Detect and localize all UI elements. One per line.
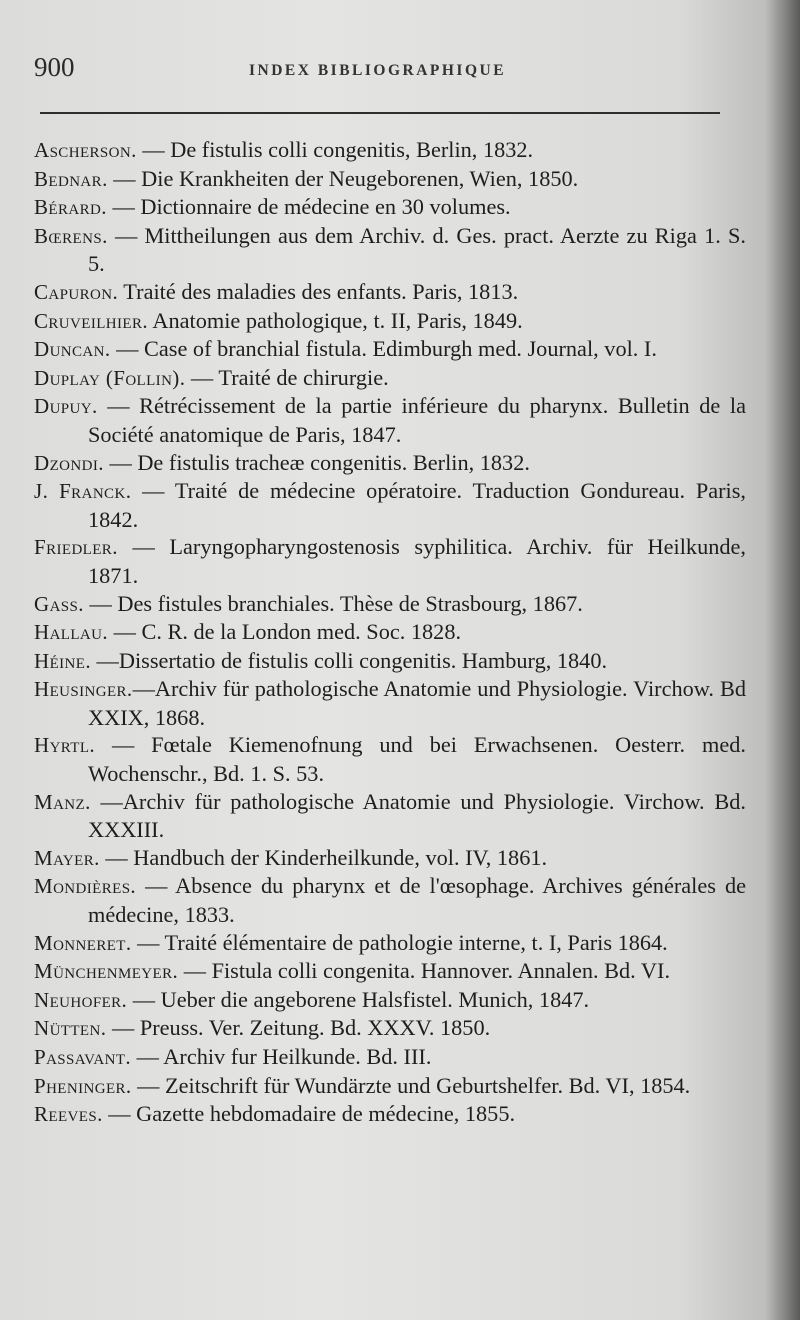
bibliography-entry	[34, 844, 746, 873]
bibliography-entry	[34, 731, 746, 787]
bibliography-entry	[34, 788, 746, 844]
entry-text: — Traité de chirurgie.	[185, 364, 389, 390]
entry-author: Duplay (Follin).	[34, 365, 186, 390]
entry-text: — Des fistules branchiales. Thèse de Strasbourg, 1867.	[83, 590, 583, 616]
entry-author: Bérard.	[34, 195, 107, 220]
entry-text: —Archiv für pathologische Anatomie und Physiologie. Virchow. Bd XXIX, 1868.	[88, 676, 746, 730]
bibliography-entry	[34, 929, 746, 958]
bibliography-entry	[34, 193, 746, 222]
bibliography-entry	[34, 449, 746, 478]
bibliography-entry	[34, 675, 746, 731]
entry-author: Duncan.	[34, 337, 111, 362]
bibliography-entry	[34, 1014, 746, 1043]
entry-text: — Laryngopharyngostenosis syphilitica. Archiv. für Heilkunde, 1871.	[88, 534, 746, 588]
entry-author: Monneret.	[34, 930, 132, 955]
entry-author: Dupuy.	[34, 394, 98, 419]
entry-text: — Rétrécissement de la partie inférieure du pharynx. Bulletin de la Société anatomique de Paris, 1847.	[88, 393, 746, 447]
entry-author: Capuron.	[34, 279, 119, 304]
bibliography-entry	[34, 165, 746, 194]
entry-author: Friedler.	[34, 535, 118, 560]
entry-author: Heusinger.	[34, 677, 133, 702]
entry-author: Dzondi.	[34, 450, 104, 475]
bibliography-entry	[34, 335, 746, 364]
entry-author: J. Franck.	[34, 479, 132, 504]
bibliography-entry	[34, 477, 746, 533]
bibliography-entry	[34, 1043, 746, 1072]
bibliography-entry	[34, 986, 746, 1015]
entry-author: Gass.	[34, 591, 84, 616]
bibliography-entry	[34, 1100, 746, 1129]
header-rule	[40, 112, 720, 114]
bibliography-entry	[34, 364, 746, 393]
entry-text: —Dissertatio de fistulis colli congenitis. Hamburg, 1840.	[90, 647, 608, 673]
entry-text: — Fistula colli congenita. Hannover. Annalen. Bd. VI.	[178, 958, 671, 984]
entry-text: — Dictionnaire de médecine en 30 volumes.	[106, 194, 511, 220]
entry-author: Bednar.	[34, 166, 108, 191]
entry-text: — Absence du pharynx et de l'œsophage. Archives générales de médecine, 1833.	[88, 873, 746, 928]
entry-author: Hyrtl.	[34, 733, 96, 758]
entry-text: — Preuss. Ver. Zeitung. Bd. XXXV. 1850.	[106, 1015, 491, 1041]
page-number: 900	[34, 52, 75, 82]
entry-text: — Case of branchial fistula. Edimburgh med. Journal, vol. I.	[110, 336, 657, 362]
entry-text: — Mittheilungen aus dem Archiv. d. Ges. pract. Aerzte zu Riga 1. S. 5.	[88, 222, 746, 277]
entry-text: — Traité de médecine opératoire. Traduction Gondureau. Paris, 1842.	[88, 478, 746, 532]
entry-text: — Traité élémentaire de pathologie interne, t. I, Paris 1864.	[131, 929, 668, 955]
bibliography-entry	[34, 278, 746, 307]
entry-author: Pheninger.	[34, 1073, 132, 1098]
bibliography-entry	[34, 307, 746, 336]
entry-author: Reeves.	[34, 1102, 103, 1127]
entry-author: Hallau.	[34, 620, 109, 645]
entry-author: Neuhofer.	[34, 987, 128, 1012]
bibliography-list	[34, 136, 746, 1129]
bibliography-entry	[34, 957, 746, 986]
entry-text: — Fœtale Kiemenofnung und bei Erwachsenen. Oesterr. med. Wochenschr., Bd. 1. S. 53.	[88, 732, 746, 787]
entry-text: — De fistulis tracheæ congenitis. Berlin, 1832.	[103, 449, 530, 475]
entry-author: Mayer.	[34, 845, 100, 870]
page-header	[34, 52, 724, 92]
bibliography-entry	[34, 872, 746, 928]
entry-text: — Handbuch der Kinderheilkunde, vol. IV, 1861.	[99, 844, 548, 870]
entry-text: —Archiv für pathologische Anatomie und Physiologie. Virchow. Bd. XXXIII.	[88, 788, 746, 843]
entry-text: — Gazette hebdomadaire de médecine, 1855.	[102, 1101, 516, 1127]
bibliography-entry	[34, 590, 746, 619]
bibliography-entry	[34, 392, 746, 448]
entry-author: Ascherson.	[34, 138, 137, 162]
bibliography-entry	[34, 136, 746, 165]
entry-text: — Ueber die angeborene Halsfistel. Munich, 1847.	[127, 986, 590, 1012]
entry-text: — Archiv fur Heilkunde. Bd. III.	[131, 1044, 432, 1069]
entry-text: Anatomie pathologique, t. II, Paris, 1849.	[148, 307, 523, 333]
entry-author: Cruveilhier.	[34, 308, 149, 333]
bibliography-entry	[34, 647, 746, 676]
entry-author: Manz.	[34, 789, 91, 814]
entry-text: — Die Krankheiten der Neugeborenen, Wien, 1850.	[107, 165, 579, 191]
entry-author: Bœrens.	[34, 223, 108, 248]
entry-author: Nütten.	[34, 1016, 107, 1041]
entry-text: — Zeitschrift für Wundärzte und Geburtshelfer. Bd. VI, 1854.	[131, 1072, 691, 1098]
entry-text: — C. R. de la London med. Soc. 1828.	[108, 619, 462, 645]
entry-author: Héine.	[34, 648, 91, 673]
entry-text: — De fistulis colli congenitis, Berlin, 1832.	[136, 137, 534, 162]
entry-text: Traité des maladies des enfants. Paris, 1813.	[118, 278, 519, 304]
bibliography-entry	[34, 1072, 746, 1101]
entry-author: Passavant.	[34, 1045, 132, 1069]
entry-author: Münchenmeyer.	[34, 959, 179, 984]
bibliography-entry	[34, 618, 746, 647]
page-gutter-shadow	[764, 0, 800, 1320]
running-head: INDEX BIBLIOGRAPHIQUE	[249, 62, 507, 79]
bibliography-entry	[34, 533, 746, 589]
bibliography-entry	[34, 222, 746, 278]
entry-author: Mondières.	[34, 874, 137, 899]
